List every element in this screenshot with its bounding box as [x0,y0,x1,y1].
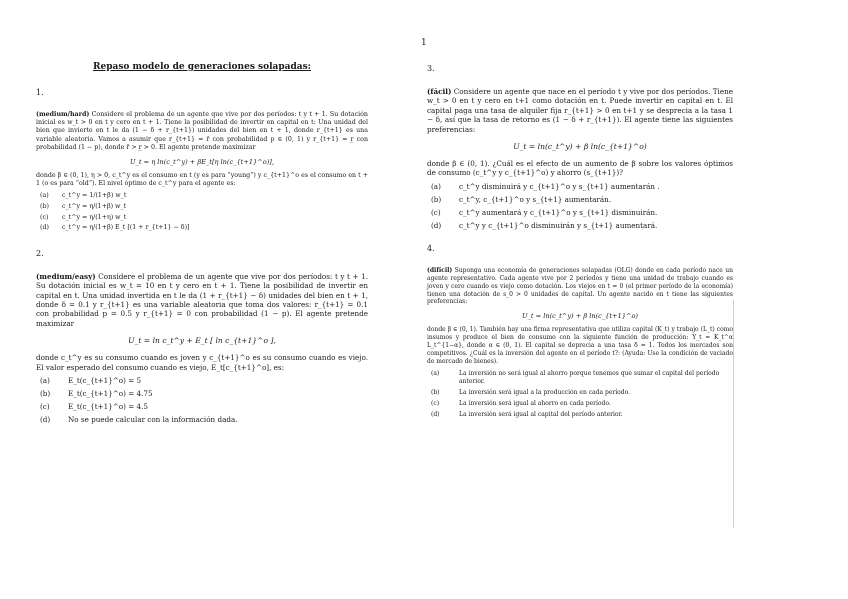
question-4-after: donde β ∈ (0, 1). También hay una firma representativa que utiliza capital (K_t) y trabajo (L_t) como insumos y produce el bien de consumo con la siguiente función de producción: Y_t = K_t^α L_t^{1−α}, donde α ∈ (0, 1). El capital se deprecia a una tasa δ = 1. Todos los mercados son competitivos. ¿Cuál es la inversión del agente en el período t?: (Ayuda: Use la condición de vaciado de mercado de bienes). [427,326,733,365]
question-2-number: 2. [36,248,44,258]
option-item[interactable] [427,389,733,397]
option-item[interactable] [427,182,733,192]
question-2 [36,249,368,425]
question-1-difficulty: (medium/hard) [36,111,90,118]
question-4 [427,244,733,419]
option-label: (d) [431,410,440,418]
question-1-body: Considere el problema de un agente que vive por dos períodos: t y t + 1. Su dotación inicial es w_t > 0 en t y cero en t + 1. Tiene la posibilidad de invertir en capital en t: Una unidad del bien que invierte en t le da (1 − δ + r_{t+1}) unidades del bien en t + 1, donde r_{t+1} es una variable aleatoria. Vamos a asumir que r_{t+1} = r̄ con probabilidad p ∈ (0, 1) y r_{t+1} = r̲ con probabilidad (1 − p), donde r̄ > r̲ > 0. El agente pretende maximizar [36,111,368,151]
option-item[interactable] [36,192,368,201]
option-label: (b) [40,203,49,211]
option-label: (d) [431,220,442,230]
option-item[interactable] [36,214,368,223]
option-label: (d) [40,224,49,232]
question-4-difficulty: (difícil) [427,266,453,274]
option-text: c_t^y disminuirá y c_{t+1}^o y s_{t+1} aumentarán . [459,181,660,191]
option-label: (a) [431,369,440,377]
question-2-body: Considere el problema de un agente que vive por dos períodos: t y t + 1. Su dotación inicial es w_t = 10 en t y cero en t + 1. Tiene la posibilidad de invertir en capital en t. Una unidad invertida en t le da (1 + r_{t+1} − δ) unidades del bien en t + 1, donde δ = 0.1 y r_{t+1} es una variable aleatoria que toma dos valores: r_{t+1} = 0.1 con probabilidad p = 0.5 y r_{t+1} = 0 con probabilidad (1 − p). El agente pretende maximizar [36,271,368,328]
option-item[interactable] [36,402,368,412]
question-4-equation: U_t = ln(c_t^y) + β ln(c_{t+1}^o) [522,312,638,321]
option-label: (b) [40,389,51,399]
option-label: (c) [431,207,441,217]
option-item[interactable] [36,415,368,425]
option-text: E_t(c_{t+1}^o) = 4.5 [68,402,148,412]
option-text: c_t^y = η/(1+β) w_t [62,203,127,211]
question-3-difficulty: (fácil) [427,87,452,96]
question-1-number: 1. [36,88,44,97]
option-item[interactable] [36,224,368,233]
question-4-text [427,267,733,307]
question-2-difficulty: (medium/easy) [36,271,96,281]
option-item[interactable] [427,400,733,408]
option-text: c_t^y y c_{t+1}^o disminuirán y s_{t+1} aumentará. [459,220,658,230]
document-title: Repaso modelo de generaciones solapadas: [93,62,311,72]
option-label: (a) [40,192,49,200]
question-1-equation: U_t = η ln(c_t^y) + βE_t[η ln(c_{t+1}^o)], [130,158,274,167]
option-text: c_t^y = η/(1+β) E_t [(1 + r_{t+1} − δ)] [62,224,190,232]
question-3-number: 3. [427,64,435,73]
option-text: La inversión será igual al ahorro en cada período. [459,399,611,407]
option-label: (c) [40,213,49,221]
option-text: La inversión será igual a la producción en cada período. [459,388,631,396]
option-text: c_t^y = 1/(1+β) w_t [62,192,127,200]
left-column [36,62,368,428]
option-label: (d) [40,415,51,425]
question-3 [427,64,733,231]
option-item[interactable] [36,203,368,212]
option-text: E_t(c_{t+1}^o) = 4.75 [68,389,153,399]
question-2-after: donde c_t^y es su consumo cuando es joven y c_{t+1}^o es su consumo cuando es viejo. El valor esperado del consumo cuando es viejo, E_t[c_{t+1}^o], es: [36,353,368,372]
option-item[interactable] [427,370,733,386]
option-text: c_t^y, c_{t+1}^o y s_{t+1} aumentarán. [459,194,612,204]
option-label: (c) [431,399,440,407]
option-label: (b) [431,194,442,204]
question-2-options [36,376,368,425]
question-3-text [427,87,733,134]
question-1 [36,88,368,233]
option-label: (c) [40,402,50,412]
question-4-number: 4. [427,243,435,253]
question-2-equation: U_t = ln c_t^y + E_t [ ln c_{t+1}^o ], [128,336,276,346]
question-1-after: donde β ∈ (0, 1), η > 0, c_t^y es el consumo en t (y es para “young”) y c_{t+1}^o es el consumo en t + 1 (o es para “old”). El nivel óptimo de c_t^y para el agente es: [36,172,368,188]
option-text: No se puede calcular con la información dada. [68,415,238,425]
question-1-options [36,192,368,232]
question-4-body: Suponga una economía de generaciones solapadas (OLG) donde en cada período nace un agente representativo. Cada agente vive por 2 períodos y tiene una unidad de trabajo cuando es joven y cero cuando es viejo como dotación. Los viejos en t = 0 (el primer período de la economía) tienen una dotación de s_0 > 0 unidades de capital. Un agente nacido en t tiene las siguientes preferencias: [427,266,733,306]
question-3-options [427,182,733,231]
right-column [427,62,733,422]
option-text: c_t^y aumentará y c_{t+1}^o y s_{t+1} disminuirán. [459,207,658,217]
option-item[interactable] [427,221,733,231]
option-text: c_t^y = η/(1+η) w_t [62,213,127,221]
option-label: (a) [40,376,50,386]
option-text: E_t(c_{t+1}^o) = 5 [68,376,142,386]
option-text: La inversión no será igual al ahorro porque tenemos que sumar el capital del período anterior. [459,369,720,385]
question-4-options [427,370,733,419]
question-3-after: donde β ∈ (0, 1). ¿Cuál es el efecto de un aumento de β sobre los valores óptimos de consumo (c_t^y y c_{t+1}^o) y ahorro (s_{t+1})? [427,159,733,178]
question-2-text [36,272,368,328]
option-text: La inversión será igual al capital del período anterior. [459,410,623,418]
option-label: (b) [431,388,440,396]
option-item[interactable] [36,376,368,386]
option-item[interactable] [427,195,733,205]
page-number: 1 [421,38,427,48]
question-3-equation: U_t = ln(c_t^y) + β ln(c_{t+1}^o) [513,142,647,152]
question-1-text [36,111,368,152]
option-label: (a) [431,181,441,191]
question-3-body: Considere un agente que nace en el período t y vive por dos períodos. Tiene w_t > 0 en t y cero en t+1 como dotación en t. Puede invertir en capital en t. El capital paga una tasa de alquiler fija r_{t+1} > 0 en t+1 y se desprecia a la tasa 1 − δ, así que la tasa de retorno es (1 − δ + r_{t+1}). El agente tiene las siguientes preferencias: [427,87,733,134]
margin-rule [733,300,734,528]
option-item[interactable] [427,411,733,419]
option-item[interactable] [36,389,368,399]
option-item[interactable] [427,208,733,218]
